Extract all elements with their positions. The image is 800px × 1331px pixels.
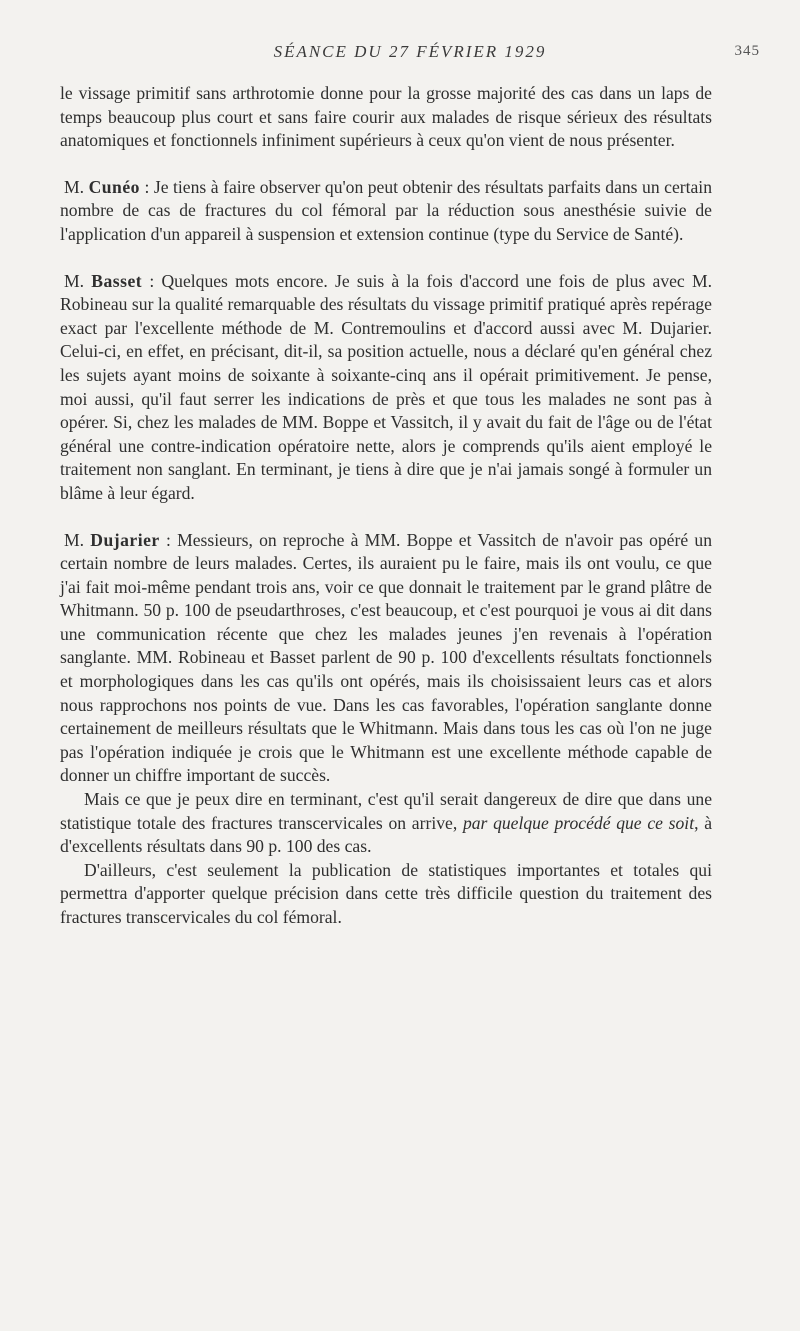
speaker-name-dujarier: Dujarier: [90, 529, 160, 550]
body-text: [60, 82, 712, 930]
paragraph-cuneo: [60, 176, 712, 247]
paragraph-basset: [60, 270, 712, 506]
paragraph-text: : Quelques mots encore. Je suis à la fois d'accord une fois de plus avec M. Robineau sur la qualité remarquable des résultats du vissage primitif pratiqué après repérage exact par l'excellente méthode de M. Contremoulins et d'accord aussi avec M. Dujarier. Celui-ci, en effet, en précisant, dit-il, sa position actuelle, nous a déclaré qu'en général chez les sujets ayant moins de soixante à soixante-cinq ans il opérait primitivement. Je pense, moi aussi, qu'il faut serrer les indications de près et que tous les malades ne sont pas à opérer. Si, chez les malades de MM. Boppe et Vassitch, il y avait du fait de l'âge ou de l'état général une contre-indication opératoire nette, alors je comprends qu'ils aient employé le traitement non sanglant. En terminant, je tiens à dire que je n'ai jamais songé à formuler un blâme à leur égard.: [60, 270, 712, 503]
speaker-title: M.: [64, 270, 92, 291]
italic-phrase: par quelque procédé que ce soit: [462, 812, 695, 833]
paragraph-text: Mais ce que je peux dire en terminant, c'est qu'il serait dangereux de dire que dans une statistique totale des fractures transcervicales on arrive,: [60, 789, 712, 833]
paragraph-final: D'ailleurs, c'est seulement la publication de statistiques importantes et totales qui permettra d'apporter quelque précision dans cette très difficile question du traitement des fractures transcervicales du col fémoral.: [60, 859, 712, 927]
speaker-title: M.: [64, 176, 89, 197]
page-number: 345: [734, 43, 760, 59]
paragraph-continuation: le vissage primitif sans arthrotomie donne pour la grosse majorité des cas dans un laps de temps beaucoup plus court et sans faire courir aux malades de risque sérieux des résultats anatomiques et fonctionnels infiniment supérieurs à ceux qu'on vient de nous présenter.: [60, 83, 712, 151]
paragraph-conclusion: [60, 788, 712, 859]
page-header: [60, 42, 760, 66]
speaker-name-basset: Basset: [91, 270, 143, 291]
paragraph-text: , à d'excellents résultats dans 90 p. 100 des cas.: [60, 812, 712, 857]
paragraph-dujarier: [60, 529, 712, 789]
running-head: SÉANCE DU 27 FÉVRIER 1929: [273, 42, 547, 61]
paragraph-text: : Messieurs, on reproche à MM. Boppe et Vassitch de n'avoir pas opéré un certain nombre de leurs malades. Certes, ils auraient pu le faire, mais ils ont voulu, ce que j'ai fait moi-même pendant trois ans, voir ce que donnait le traitement par le grand plâtre de Whitmann. 50 p. 100 de pseudarthroses, c'est beaucoup, et c'est pourquoi je vous ai dit dans une communication récente que chez les malades jeunes j'en revenais à l'opération sanglante. MM. Robineau et Basset parlent de 90 p. 100 d'excellents résultats fonctionnels et morphologiques dans les cas qu'ils ont opérés, mais ils choisissaient leurs cas et alors nous rapprochons nos points de vue. Dans les cas favorables, l'opération sanglante donne certainement de meilleurs résultats que le Whitmann. Mais dans tous les cas où l'on ne juge pas l'opération indiquée je crois que le Whitmann est une excellente méthode capable de donner un chiffre important de succès.: [60, 529, 712, 786]
paragraph-text: : Je tiens à faire observer qu'on peut obtenir des résultats parfaits dans un certain nombre de cas de fractures du col fémoral par la réduction sous anesthésie suivie de l'application d'un appareil à suspension et extension continue (type du Service de Santé).: [60, 176, 712, 244]
speaker-name-cuneo: Cunéo: [88, 176, 140, 197]
speaker-title: M.: [64, 529, 91, 550]
